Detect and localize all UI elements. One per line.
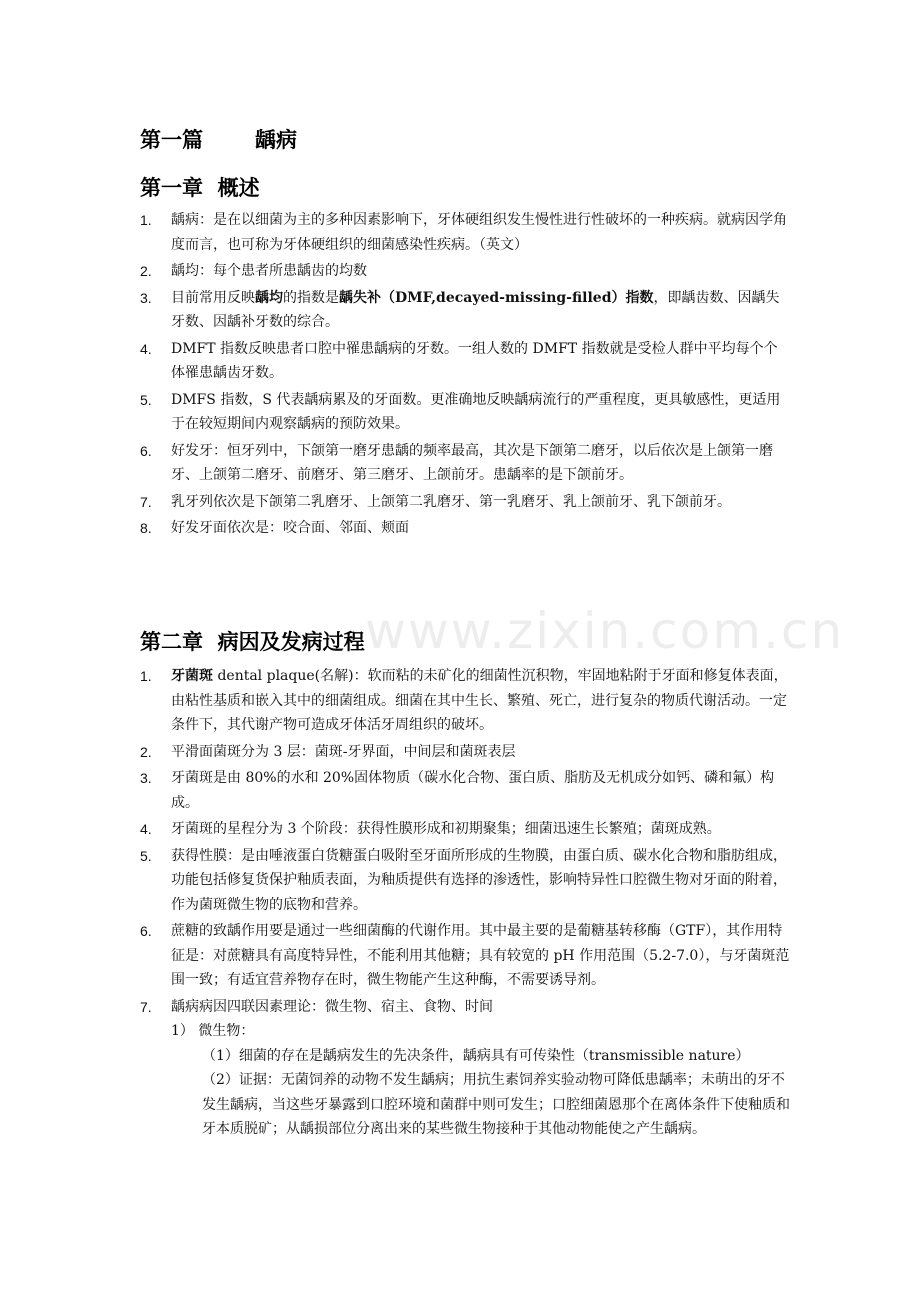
- item-bold-term: 牙菌斑: [171, 668, 213, 684]
- sub-section: [171, 1019, 790, 1142]
- item-number: 4.: [140, 821, 152, 837]
- chapter2-list: [140, 664, 790, 1144]
- item-text: 龋病：是在以细菌为主的多种因素影响下，牙体硬组织发生慢性进行性破坏的一种疾病。就病因学角度而言，也可称为牙体硬组织的细菌感染性疾病。（英文）: [171, 212, 787, 253]
- item-text: 的指数是: [283, 289, 339, 306]
- item-number: 2.: [140, 263, 152, 279]
- item-text: 牙菌斑的星程分为 3 个阶段：获得性膜形成和初期聚集；细菌迅速生长繁殖；菌斑成熟。: [171, 821, 721, 837]
- list-item: [140, 286, 790, 335]
- item-text: 乳牙列依次是下颌第二乳磨牙、上颌第二乳磨牙、第一乳磨牙、乳上颌前牙、乳下颌前牙。: [171, 493, 731, 510]
- list-item: [140, 388, 790, 437]
- item-number: 7.: [140, 493, 152, 510]
- list-item: [140, 919, 790, 993]
- item-number: 5.: [140, 391, 152, 408]
- item-text: 蔗糖的致龋作用要是通过一些细菌酶的代谢作用。其中最主要的是葡糖基转移酶（GTF），其作用特征是：对蔗糖具有高度特异性，不能利用其他糖；具有较宽的 pH 作用范围（5.2-7.0），与牙菌斑范围一致；有适宜营养物存在时，微生物能产生这种酶，不需要诱导剂。: [171, 923, 790, 988]
- item-number: 4.: [140, 340, 152, 357]
- chapter2-title: 第二章 病因及发病过程: [140, 630, 365, 654]
- item-number: 7.: [140, 998, 152, 1015]
- watermark: www.zixin.com.cn: [365, 602, 845, 660]
- item-number: 2.: [140, 743, 152, 760]
- item-text: 获得性膜：是由唾液蛋白货糖蛋白吸附至牙面所形成的生物膜，由蛋白质、碳水化合物和脂肪组成，功能包括修复货保护釉质表面，为釉质提供有选择的渗透性，影响特异性口腔微生物对牙面的附着，作为菌斑微生物的底物和营养。: [171, 847, 787, 913]
- item-text: 好发牙面依次是：咬合面、邻面、颊面: [171, 520, 409, 536]
- item-text: 龋均：每个患者所患龋齿的均数: [171, 263, 367, 279]
- chapter1-list: [140, 208, 790, 543]
- item-text: 平滑面菌斑分为 3 层：菌斑-牙界面，中间层和菌斑表层: [171, 743, 516, 760]
- item-text: DMFS 指数，S 代表龋病累及的牙面数。更准确地反映龋病流行的严重程度，更具敏感性，更适用于在较短期间内观察龋病的预防效果。: [171, 391, 781, 432]
- part-title-label: 第一篇: [140, 128, 203, 152]
- list-item: [140, 439, 790, 488]
- item-number: 1.: [140, 668, 152, 684]
- list-item: [140, 817, 790, 842]
- item-number: 5.: [140, 847, 152, 864]
- item-number: 8.: [140, 520, 152, 536]
- item-text: 目前常用反映: [171, 289, 255, 306]
- list-item: [140, 844, 790, 918]
- item-text: 龋病病因四联因素理论：微生物、宿主、食物、时间: [171, 998, 493, 1015]
- list-item: [140, 259, 790, 284]
- list-item: [140, 490, 790, 515]
- list-item: [140, 208, 790, 257]
- item-text: 好发牙：恒牙列中，下颌第一磨牙患龋的频率最高，其次是下颌第二磨牙，以后依次是上颌第一磨牙、上颌第二磨牙、前磨牙、第三磨牙、上颌前牙。患龋率的是下颌前牙。: [171, 442, 773, 483]
- list-item: [140, 995, 790, 1142]
- item-number: 3.: [140, 289, 152, 306]
- item-number: 6.: [140, 442, 152, 459]
- list-item: [140, 766, 790, 815]
- item-text: ，即龋齿数、因龋失牙数、因龋补牙数的综合。: [171, 289, 780, 330]
- list-item: [140, 516, 790, 541]
- chapter1-title: 第一章 概述: [140, 176, 260, 200]
- item-text: dental plaque(名解)：软而粘的未矿化的细菌性沉积物，牢固地粘附于牙面和修复体表面，由粘性基质和嵌入其中的细菌组成。细菌在其中生长、繁殖、死亡，进行复杂的物质代谢活动。一定条件下，其代谢产物可造成牙体活牙周组织的破坏。: [171, 668, 788, 733]
- list-item: [140, 337, 790, 386]
- list-item: [140, 664, 790, 738]
- sub-paragraph: （1）细菌的存在是龋病发生的先决条件，龋病具有可传染性（transmissible nature）: [202, 1047, 750, 1064]
- item-number: 1.: [140, 212, 152, 228]
- sub-heading: 1） 微生物：: [171, 1023, 255, 1039]
- item-number: 3.: [140, 770, 152, 786]
- item-bold-term: 龋均: [255, 289, 283, 306]
- part-title: [140, 124, 297, 154]
- sub-paragraph: （2）证据：无菌饲养的动物不发生龋病；用抗生素饲养实验动物可降低患龋率；未萌出的牙不发生龋病，当这些牙暴露到口腔环境和菌群中则可发生；口腔细菌恩那个在离体条件下使釉质和牙本质脱矿；从龋损部位分离出来的某些微生物接种于其他动物能使之产生龋病。: [202, 1072, 790, 1137]
- item-text: 牙菌斑是由 80%的水和 20%固体物质（碳水化合物、蛋白质、脂肪及无机成分如钙、磷和氟）构成。: [171, 770, 775, 811]
- item-text: DMFT 指数反映患者口腔中罹患龋病的牙数。一组人数的 DMFT 指数就是受检人群中平均每个个体罹患龋齿牙数。: [171, 340, 778, 381]
- item-bold-term: 龋失补（DMF,decayed-missing-filled）指数: [339, 289, 654, 306]
- item-number: 6.: [140, 923, 152, 939]
- list-item: [140, 740, 790, 765]
- part-title-subject: 龋病: [255, 128, 297, 152]
